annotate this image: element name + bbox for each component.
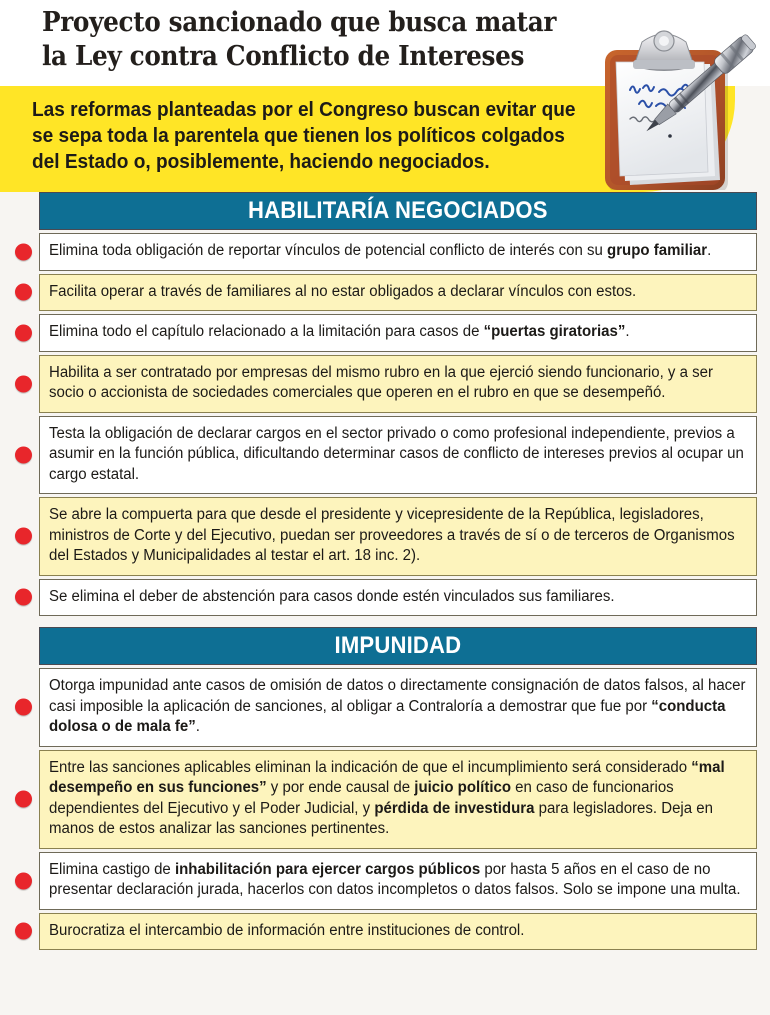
list-item-text: [49, 505, 747, 567]
list-item-text: [49, 676, 747, 738]
summary-banner: [0, 86, 735, 192]
list-item-text-emphasis: pérdida de investidura: [374, 799, 535, 817]
list-item: [39, 416, 757, 495]
summary-banner-text: [32, 97, 576, 175]
list-item: [39, 852, 757, 910]
bullet-point-icon: [15, 243, 32, 260]
list-item: [39, 314, 757, 352]
list-item-text-part: Elimina toda obligación de reportar vínculos de potencial conflicto de interés con su: [49, 242, 608, 259]
list-item: [39, 668, 757, 747]
list-item-text: [49, 322, 747, 343]
list-item-text: [49, 424, 747, 486]
list-item-text-part: Burocratiza el intercambio de información entre instituciones de control.: [49, 921, 525, 939]
bullet-point-icon: [15, 324, 32, 341]
bullet-point-icon: [15, 923, 32, 940]
list-item: [39, 233, 757, 271]
list-item-text: [49, 282, 747, 303]
list-item-text-part: Se abre la compuerta para que desde el presidente y vicepresidente de la República, legisladores, ministros de Corte y del Ejecutivo, puedan ser proveedores a través de sí o de terceros de Organismos del Estados y Municipalidades al testar el art. 18 inc. 2).: [49, 506, 735, 564]
list-item-text-emphasis: “conducta dolosa o de mala fe”: [49, 697, 726, 735]
summary-line-3: del Estado o, posiblemente, haciendo negociados.: [32, 150, 490, 173]
list-item: [39, 579, 757, 617]
list-item-text-emphasis: grupo familiar: [607, 242, 708, 259]
list-item-text-emphasis: inhabilitación para ejercer cargos públicos: [174, 860, 481, 878]
bullet-point-icon: [15, 375, 32, 392]
list-item-text-part: Testa la obligación de declarar cargos en el sector privado o como profesional independiente, previos a asumir en la función pública, dificultando determinar casos de conflicto de intereses previos al ocupar un cargo estatal.: [49, 424, 744, 483]
list-item-text: [49, 241, 747, 262]
section: [0, 192, 770, 616]
list-item-text-part: Elimina castigo de: [49, 860, 175, 878]
bullet-point-icon: [15, 791, 32, 808]
list-item-text-emphasis: “mal desempeño en sus funciones”: [49, 758, 725, 796]
sections-container: [0, 192, 770, 953]
bullet-point-icon: [15, 872, 32, 889]
page-title: [42, 5, 557, 73]
page-title-line-1: Proyecto sancionado que busca matar: [42, 6, 557, 38]
list-item: [39, 274, 757, 312]
list-item-text-part: por hasta 5 años en el caso de no presentar declaración jurada, hacerlos con datos incompletos o datos falsos. Solo se impone una multa.: [49, 860, 741, 898]
list-item-text-part: para legisladores. Deja en manos de estos analizar las sanciones pertinentes.: [49, 799, 713, 837]
page-title-line-2: la Ley contra Conflicto de Intereses: [42, 40, 525, 72]
list-item-text-part: y por ende causal de: [266, 779, 415, 796]
summary-line-1: Las reformas planteadas por el Congreso buscan evitar que: [32, 98, 576, 121]
list-item-text-emphasis: juicio político: [414, 779, 512, 796]
bullet-point-icon: [15, 528, 32, 545]
list-item: [39, 750, 757, 849]
list-item-text-emphasis: “puertas giratorias”: [483, 323, 626, 340]
list-item: [39, 355, 757, 413]
bullet-point-icon: [15, 589, 32, 606]
summary-line-2: se sepa toda la parentela que tienen los políticos colgados: [32, 124, 565, 147]
section-header-label: HABILITARÍA NEGOCIADOS: [248, 197, 548, 224]
list-item-text: [49, 363, 747, 404]
section-header-label: IMPUNIDAD: [334, 632, 462, 659]
list-item-text-part: .: [707, 242, 712, 259]
list-item-text: [49, 860, 747, 901]
list-item: [39, 913, 757, 951]
bullet-point-icon: [15, 284, 32, 301]
section-rows: [0, 233, 770, 616]
list-item-text-part: Habilita a ser contratado por empresas del mismo rubro en la que ejerció siendo funcionario, y a ser socio o accionista de sociedades comerciales que operen en el rubro en que se desempeñó.: [49, 363, 713, 401]
list-item-text-part: Facilita operar a través de familiares al no estar obligados a declarar vínculos con estos.: [49, 282, 637, 300]
list-item-text: [49, 921, 747, 942]
list-item-text: [49, 758, 747, 840]
list-item-text-part: Elimina todo el capítulo relacionado a la limitación para casos de: [49, 323, 484, 340]
bullet-point-icon: [15, 446, 32, 463]
list-item: [39, 497, 757, 576]
list-item-text-part: Entre las sanciones aplicables eliminan la indicación de que el incumplimiento será considerado: [49, 758, 692, 776]
list-item-text-part: Se elimina el deber de abstención para casos donde estén vinculados sus familiares.: [49, 587, 615, 605]
list-item-text-part: .: [625, 323, 630, 340]
section: [0, 627, 770, 950]
section-header: [39, 627, 757, 665]
list-item-text-part: Otorga impunidad ante casos de omisión de datos o directamente consignación de datos falsos, al hacer casi imposible la aplicación de sanciones, al obligar a Contraloría a demostrar que fue por: [49, 677, 746, 715]
list-item-text: [49, 587, 747, 608]
bullet-point-icon: [15, 699, 32, 716]
section-header: [39, 192, 757, 230]
list-item-text-part: .: [195, 718, 200, 735]
list-item-text-part: en caso de funcionarios dependientes del Ejecutivo y el Poder Judicial, y: [49, 779, 674, 817]
section-rows: [0, 668, 770, 950]
